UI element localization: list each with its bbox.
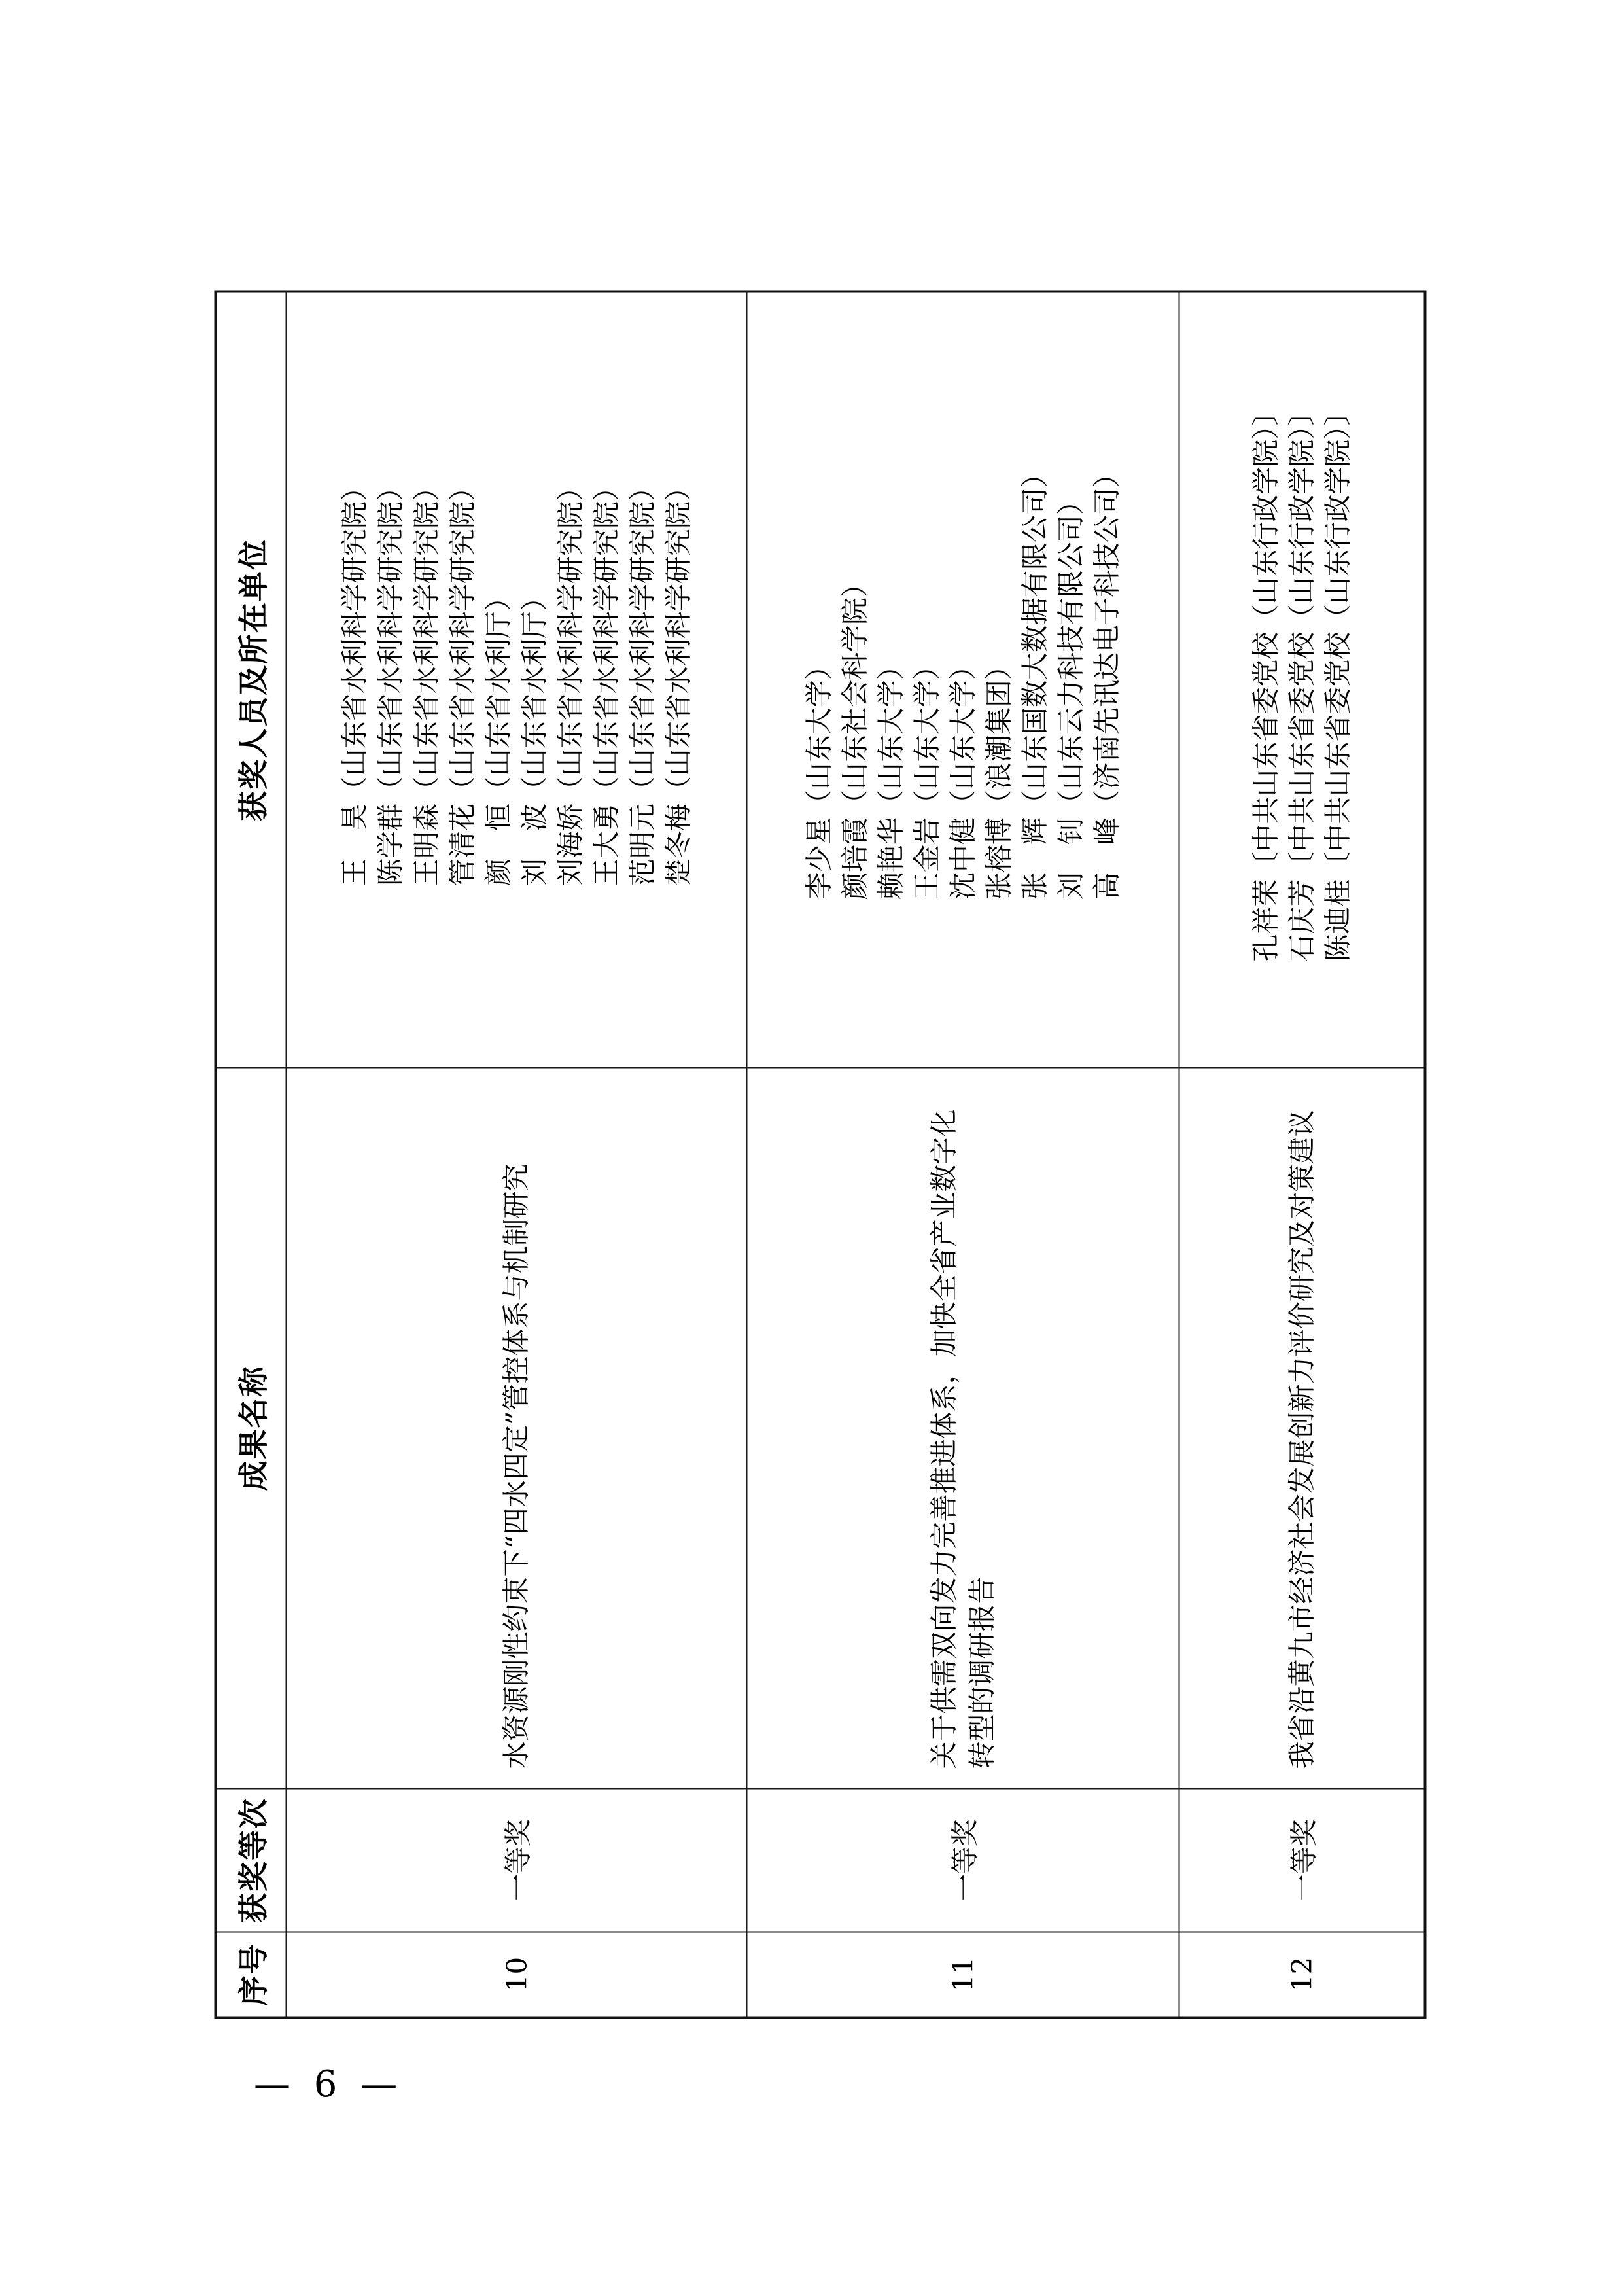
header-award-level: 获奖等次 (215, 1788, 286, 1932)
winner-entry: 王明森（山东省水利科学研究院） (410, 473, 442, 886)
cell-award-level: 一等奖 (1179, 1788, 1425, 1932)
cell-winners (286, 291, 746, 1067)
winner-entry: 张榕博（浪潮集团） (983, 652, 1015, 900)
table-row (286, 291, 746, 2017)
winner-entry: 刘 波（山东省水利厅） (518, 583, 550, 886)
cell-title: 关于供需双向发力完善推进体系，加快全省产业数字化转型的调研报告 (746, 1067, 1179, 1788)
cell-title: 水资源刚性约束下“四水四定”管控体系与机制研究 (286, 1067, 746, 1788)
winner-entry: 王 昊（山东省水利科学研究院） (338, 473, 370, 886)
cell-award-level: 一等奖 (286, 1788, 746, 1932)
winners-list (336, 474, 696, 886)
winner-entry: 范明元（山东省水利科学研究院） (626, 473, 658, 886)
winner-entry: 石庆芳〔中共山东省委党校（山东行政学院）〕 (1285, 398, 1318, 962)
cell-index: 10 (286, 1932, 746, 2017)
winner-entry: 陈学群（山东省水利科学研究院） (374, 473, 406, 886)
winner-entry: 高 峰（济南先讯达电子科技公司） (1091, 459, 1123, 900)
winners-list (801, 460, 1125, 900)
winner-entry: 李少星（山东大学） (803, 652, 835, 900)
table-header-row (215, 291, 286, 2017)
winner-entry: 张 辉（山东国数大数据有限公司） (1019, 459, 1051, 900)
award-table (214, 290, 1426, 2019)
award-table-rotated (214, 292, 1423, 2019)
cell-index: 12 (1179, 1932, 1425, 2017)
header-index: 序号 (215, 1932, 286, 2017)
winners-list (1248, 398, 1355, 961)
winner-entry: 颜培霞（山东社会科学院） (839, 569, 871, 900)
winner-entry: 王金岩（山东大学） (911, 652, 943, 900)
winner-entry: 刘 钊（山东云力科技有限公司） (1055, 487, 1087, 900)
cell-title: 我省沿黄九市经济社会发展创新力评价研究及对策建议 (1179, 1067, 1425, 1788)
winner-entry: 王大勇（山东省水利科学研究院） (590, 473, 622, 886)
header-title: 成果名称 (215, 1067, 286, 1788)
table-row (746, 291, 1179, 2017)
winner-entry: 赖艳华（山东大学） (875, 652, 907, 900)
winner-entry: 沈中健（山东大学） (947, 652, 979, 900)
table-row (1179, 291, 1425, 2017)
winner-entry: 管清花（山东省水利科学研究院） (446, 473, 478, 886)
winner-entry: 颜 恒（山东省水利厅） (482, 583, 514, 886)
winner-entry: 楚冬梅（山东省水利科学研究院） (662, 473, 694, 886)
winner-entry: 陈迪桂〔中共山东省委党校（山东行政学院）〕 (1321, 398, 1353, 962)
cell-index: 11 (746, 1932, 1179, 2017)
winner-entry: 孔祥荣〔中共山东省委党校（山东行政学院）〕 (1249, 398, 1282, 962)
header-winners: 获奖人员及所在单位 (215, 291, 286, 1067)
award-table-body (215, 291, 1425, 2017)
winner-entry: 刘海娇（山东省水利科学研究院） (554, 473, 586, 886)
cell-award-level: 一等奖 (746, 1788, 1179, 1932)
cell-winners (746, 291, 1179, 1067)
page-number: — 6 — (254, 2063, 398, 2106)
cell-winners (1179, 291, 1425, 1067)
